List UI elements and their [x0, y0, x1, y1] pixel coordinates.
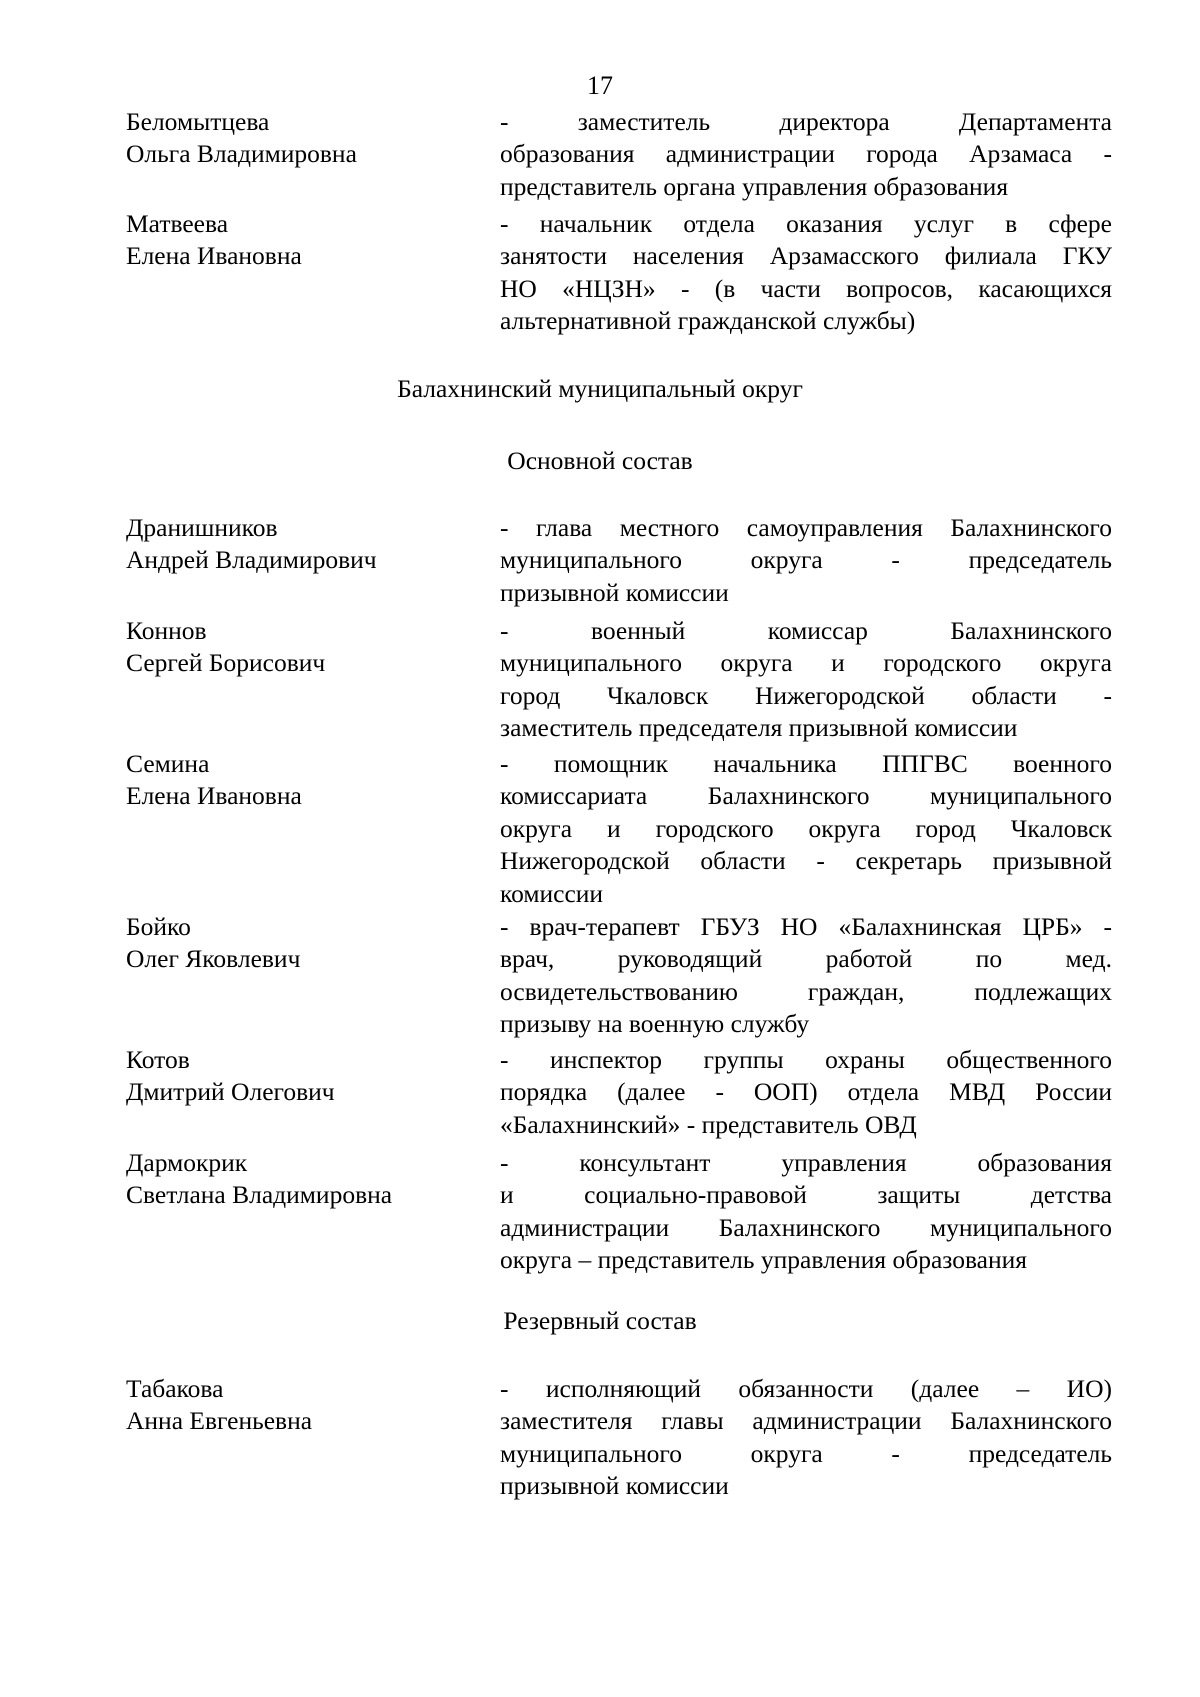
member-role: - врач-терапевт ГБУЗ НО «Балахнинская ЦРБ» - врач, руководящий работой по мед. освидетельствованию граждан, подлежащих призыву на военную службу [500, 912, 1112, 1039]
member-role: - консультант управления образования и социально-правовой защиты детства администрации Балахнинского муниципального округа – представитель управления образования [500, 1148, 1112, 1275]
member-role: - глава местного самоуправления Балахнинского муниципального округа - председатель призывной комиссии [500, 513, 1112, 607]
member-role: - инспектор группы охраны общественного порядка (далее - ООП) отдела МВД России «Балахнинский» - представитель ОВД [500, 1045, 1112, 1139]
member-name: Табакова Анна Евгеньевна [126, 1374, 313, 1436]
member-role: - заместитель директора Департамента образования администрации города Арзамаса - представитель органа управления образования [500, 107, 1112, 201]
member-role: - военный комиссар Балахнинского муниципального округа и городского округа город Чкаловск Нижегородской области - заместитель председателя призывной комиссии [500, 616, 1112, 743]
member-role: - исполняющий обязанности (далее – ИО) заместителя главы администрации Балахнинского муниципального округа - председатель призывной комиссии [500, 1374, 1112, 1501]
main-composition-heading: Основной состав [507, 446, 693, 475]
district-heading: Балахнинский муниципальный округ [397, 374, 803, 403]
member-name: Бойко Олег Яковлевич [126, 912, 301, 974]
member-name: Дармокрик Светлана Владимировна [126, 1148, 393, 1210]
member-name: Котов Дмитрий Олегович [126, 1045, 335, 1107]
reserve-composition-heading: Резервный состав [503, 1306, 697, 1335]
member-role: - начальник отдела оказания услуг в сфере занятости населения Арзамасского филиала ГКУ НО «НЦЗН» - (в части вопросов, касающихся альтернативной гражданской службы) [500, 209, 1112, 336]
member-name: Семина Елена Ивановна [126, 749, 302, 811]
page-number: 17 [587, 71, 613, 100]
member-name: Беломытцева Ольга Владимировна [126, 107, 357, 169]
member-role: - помощник начальника ППГВС военного комиссариата Балахнинского муниципального округа и городского округа город Чкаловск Нижегородской области - секретарь призывной комиссии [500, 749, 1112, 908]
member-name: Дранишников Андрей Владимирович [126, 513, 377, 575]
member-name: Коннов Сергей Борисович [126, 616, 326, 678]
member-name: Матвеева Елена Ивановна [126, 209, 302, 271]
